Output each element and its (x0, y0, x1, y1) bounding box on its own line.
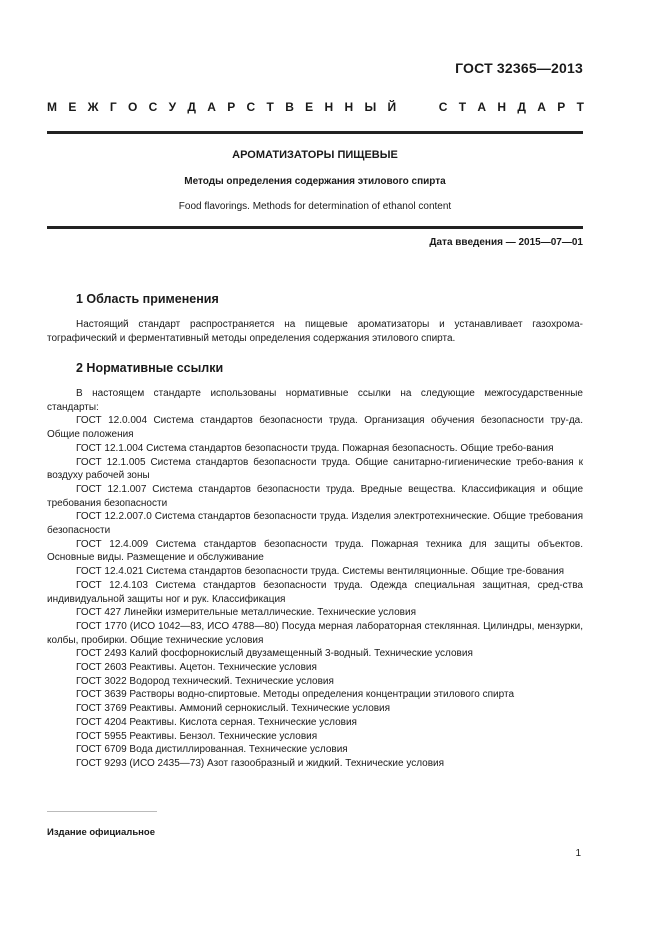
interstate-letter: Е (305, 100, 314, 114)
interstate-letter: Т (458, 100, 467, 114)
interstate-letter: У (168, 100, 177, 114)
normative-reference-item: ГОСТ 12.1.007 Система стандартов безопасности труда. Вредные вещества. Классификация и общие требования безопасности (47, 483, 583, 509)
top-rule (47, 131, 583, 134)
word-gap (407, 100, 427, 114)
normative-reference-item: ГОСТ 427 Линейки измерительные металлические. Технические условия (76, 607, 416, 619)
normative-reference-item: ГОСТ 5955 Реактивы. Бензол. Технические условия (76, 730, 318, 742)
official-edition-label: Издание официальное (47, 827, 155, 838)
section-2-text (47, 387, 583, 771)
normative-reference-item: ГОСТ 3639 Растворы водно-спиртовые. Методы определения концентрации этилового спирта (76, 689, 515, 701)
interstate-standard-heading (47, 100, 584, 114)
introduction-date: Дата введения — 2015—07—01 (429, 237, 583, 248)
interstate-letter: Т (576, 100, 584, 114)
section-1-paragraph: Настоящий стандарт распространяется на пищевые ароматизаторы и устанавливает газохрома-тографический и ферментативный методы определения содержания этилового спирта. (47, 319, 583, 344)
footer-rule (47, 811, 157, 812)
interstate-letter: Ы (364, 100, 377, 114)
interstate-letter: О (127, 100, 138, 114)
interstate-letter: Т (266, 100, 274, 114)
section-1-text (47, 318, 583, 345)
interstate-letter: С (148, 100, 158, 114)
english-title: Food flavorings. Methods for determination of ethanol content (178, 201, 452, 212)
normative-reference-item: ГОСТ 6709 Вода дистиллированная. Технические условия (76, 744, 348, 756)
interstate-letter: М (47, 100, 57, 114)
interstate-letter: Е (68, 100, 77, 114)
normative-reference-item: ГОСТ 12.1.004 Система стандартов безопасности труда. Пожарная безопасность. Общие требо-вания (76, 442, 554, 454)
interstate-letter: А (477, 100, 487, 114)
interstate-letter: А (207, 100, 216, 114)
interstate-letter: Д (187, 100, 196, 114)
interstate-letter: Н (324, 100, 334, 114)
normative-reference-item: ГОСТ 3022 Водород технический. Технические условия (76, 675, 334, 687)
document-title: АРОМАТИЗАТОРЫ ПИЩЕВЫЕ (232, 149, 398, 161)
normative-reference-item: ГОСТ 12.4.021 Система стандартов безопасности труда. Системы вентиляционные. Общие тре-бования (76, 566, 565, 578)
section-2-intro: В настоящем стандарте использованы нормативные ссылки на следующие межгосударственные стандарты: (47, 388, 583, 413)
section-1-heading: 1 Область применения (76, 292, 219, 306)
title-bottom-rule (47, 226, 583, 229)
normative-reference-item: ГОСТ 1770 (ИСО 1042—83, ИСО 4788—80) Посуда мерная лабораторная стеклянная. Цилиндры, мензурки, колбы, пробирки. Общие технические условия (47, 620, 583, 646)
normative-reference-item: ГОСТ 2603 Реактивы. Ацетон. Технические условия (76, 662, 317, 674)
normative-reference-item: ГОСТ 4204 Реактивы. Кислота серная. Технические условия (76, 716, 357, 728)
interstate-letter: Н (497, 100, 507, 114)
interstate-letter: А (537, 100, 546, 114)
gost-number: ГОСТ 32365—2013 (455, 60, 583, 76)
normative-reference-item: ГОСТ 2493 Калий фосфорнокислый двузамещенный 3-водный. Технические условия (76, 648, 473, 660)
interstate-letter: Г (109, 100, 117, 114)
normative-reference-item: ГОСТ 12.4.009 Система стандартов безопасности труда. Пожарная техника для защиты объектов. Основные виды. Размещение и обслуживание (47, 538, 583, 564)
interstate-letter: Ж (87, 100, 99, 114)
normative-reference-item: ГОСТ 12.4.103 Система стандартов безопасности труда. Одежда специальная защитная, сред-ства индивидуальной защиты ног и рук. Классификация (47, 579, 583, 605)
interstate-letter: Р (227, 100, 236, 114)
interstate-letter: Й (387, 100, 397, 114)
interstate-letter: В (285, 100, 294, 114)
interstate-letter: Р (557, 100, 566, 114)
interstate-letter: Н (344, 100, 354, 114)
interstate-letter: Д (517, 100, 526, 114)
normative-reference-item: ГОСТ 3769 Реактивы. Аммоний сернокислый. Технические условия (76, 703, 391, 715)
interstate-letter: С (438, 100, 448, 114)
normative-reference-item: ГОСТ 12.2.007.0 Система стандартов безопасности труда. Изделия электротехнические. Общие требования безопасности (47, 511, 583, 537)
section-2-heading: 2 Нормативные ссылки (76, 361, 224, 375)
normative-reference-item: ГОСТ 12.1.005 Система стандартов безопасности труда. Общие санитарно-гигиенические требо-вания к воздуху рабочей зоны (47, 456, 583, 482)
normative-reference-item: ГОСТ 9293 (ИСО 2435—73) Азот газообразный и жидкий. Технические условия (76, 757, 445, 769)
page-number: 1 (575, 848, 581, 859)
normative-reference-item: ГОСТ 12.0.004 Система стандартов безопасности труда. Организация обучения безопасности тру-да. Общие положения (47, 415, 583, 441)
document-subtitle: Методы определения содержания этилового спирта (184, 176, 446, 187)
interstate-letter: С (246, 100, 256, 114)
